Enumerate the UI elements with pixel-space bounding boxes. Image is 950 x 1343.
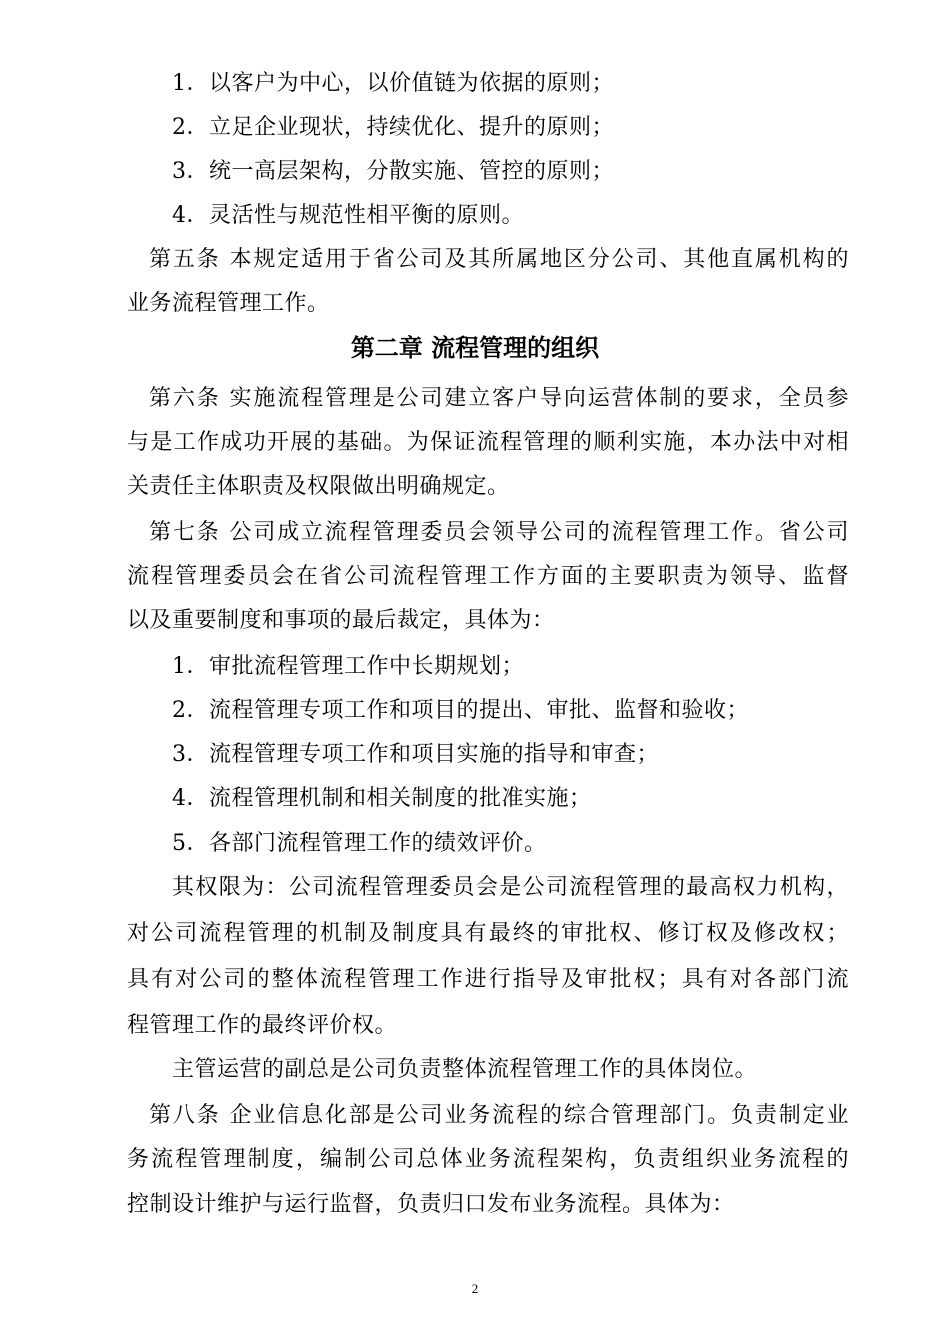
list-item-duty-1: 1．审批流程管理工作中长期规划； [172,654,524,679]
article-6-line-2: 与是工作成功开展的基础。为保证流程管理的顺利实施，本办法中对相 [127,430,849,455]
article-6-line-1: 第六条 实施流程管理是公司建立客户导向运营体制的要求，全员参 [149,386,849,411]
article-5-line-1: 第五条 本规定适用于省公司及其所属地区分公司、其他直属机构的 [149,247,849,272]
article-7-line-3: 以及重要制度和事项的最后裁定，具体为： [127,608,555,633]
list-item-duty-2: 2．流程管理专项工作和项目的提出、审批、监督和验收； [172,698,749,723]
article-8-line-1: 第八条 企业信息化部是公司业务流程的综合管理部门。负责制定业 [149,1103,849,1128]
list-item-principle-1: 1．以客户为中心，以价值链为依据的原则； [172,71,614,96]
list-item-duty-4: 4．流程管理机制和相关制度的批准实施； [172,786,592,811]
article-8-line-3: 控制设计维护与运行监督，负责归口发布业务流程。具体为： [127,1192,735,1217]
article-8-line-2: 务流程管理制度，编制公司总体业务流程架构，负责组织业务流程的 [127,1147,849,1172]
authority-line-2: 对公司流程管理的机制及制度具有最终的审批权、修订权及修改权； [127,921,849,946]
article-7-line-2: 流程管理委员会在省公司流程管理工作方面的主要职责为领导、监督 [127,564,849,589]
chapter-heading: 第二章 流程管理的组织 [350,334,600,362]
article-5-line-2: 业务流程管理工作。 [127,291,330,316]
article-6-line-3: 关责任主体职责及权限做出明确规定。 [127,474,510,499]
authority-line-1: 其权限为：公司流程管理委员会是公司流程管理的最高权力机构， [172,875,849,900]
list-item-principle-4: 4．灵活性与规范性相平衡的原则。 [172,203,524,228]
list-item-principle-2: 2．立足企业现状，持续优化、提升的原则； [172,115,614,140]
authority-line-4: 程管理工作的最终评价权。 [127,1013,398,1038]
list-item-duty-5: 5．各部门流程管理工作的绩效评价。 [172,831,547,856]
page-number: 2 [471,1281,479,1296]
article-7-line-1: 第七条 公司成立流程管理委员会领导公司的流程管理工作。省公司 [149,520,849,545]
authority-line-3: 具有对公司的整体流程管理工作进行指导及审批权；具有对各部门流 [127,967,849,992]
list-item-principle-3: 3．统一高层架构，分散实施、管控的原则； [172,159,614,184]
list-item-duty-3: 3．流程管理专项工作和项目实施的指导和审查； [172,742,659,767]
deputy-statement: 主管运营的副总是公司负责整体流程管理工作的具体岗位。 [172,1057,758,1082]
